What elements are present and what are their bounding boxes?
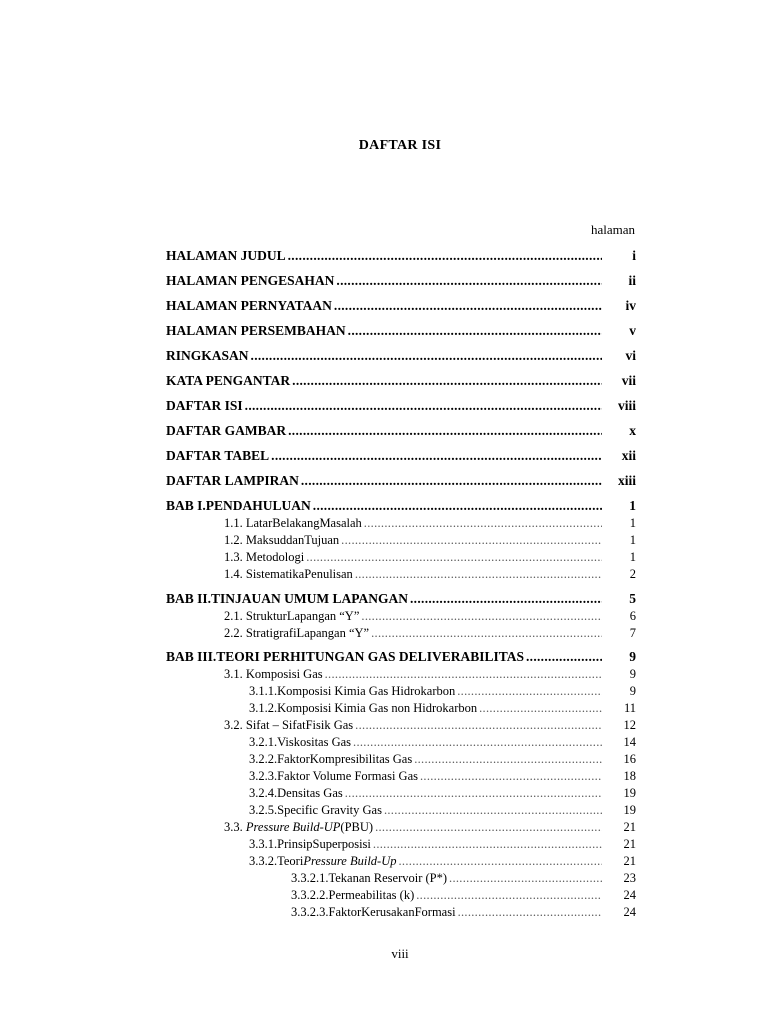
dot-leader <box>353 734 602 750</box>
toc-entry-page: viii <box>617 398 636 413</box>
dot-leader <box>416 887 602 903</box>
subentry-number: 3.2.2. <box>249 752 278 766</box>
dot-leader <box>384 802 602 818</box>
subentry-label-italic: Pressure Build-Up <box>303 854 397 868</box>
subentry-page: 6 <box>629 609 636 623</box>
subentry-page: 24 <box>623 905 636 919</box>
toc-entry[interactable] <box>166 348 636 364</box>
dot-leader <box>334 298 602 314</box>
dot-leader <box>336 273 602 289</box>
dot-leader <box>313 498 602 514</box>
subentry-number: 3.3.2.2. <box>291 888 329 902</box>
toc-subentry[interactable] <box>166 734 636 750</box>
toc-subentry[interactable] <box>166 836 636 852</box>
toc-subentry[interactable] <box>166 819 636 835</box>
subentry-label: Viskositas Gas <box>277 735 352 749</box>
toc-subentry[interactable] <box>166 566 636 582</box>
subentry-label: MaksuddanTujuan <box>245 533 340 547</box>
subentry-page: 9 <box>629 667 636 681</box>
subentry-label-prefix: Teori <box>277 854 304 868</box>
toc-entry[interactable] <box>166 298 636 314</box>
subentry-page: 16 <box>623 752 636 766</box>
subentry-page: 14 <box>623 735 636 749</box>
toc-entry[interactable] <box>166 323 636 339</box>
dot-leader <box>345 785 602 801</box>
toc-entry[interactable] <box>166 248 636 264</box>
dot-leader <box>449 870 602 886</box>
subentry-page: 2 <box>629 567 636 581</box>
subentry-page: 19 <box>623 786 636 800</box>
toc-entry-page: ii <box>628 273 636 288</box>
subentry-page: 18 <box>623 769 636 783</box>
subentry-page: 1 <box>629 550 636 564</box>
subentry-number: 2.2. <box>224 626 243 640</box>
toc-entry-page: xiii <box>617 473 636 488</box>
dot-leader <box>364 515 602 531</box>
toc-entry-page: i <box>632 248 636 263</box>
toc-entry-page: vii <box>621 373 636 388</box>
subentry-label: SistematikaPenulisan <box>245 567 353 581</box>
toc-subentry[interactable] <box>166 700 636 716</box>
toc-subentry[interactable] <box>166 549 636 565</box>
toc-subentry[interactable] <box>166 608 636 624</box>
toc-entry-page: v <box>629 323 636 338</box>
dot-leader <box>526 649 602 665</box>
dot-leader <box>375 819 602 835</box>
subentry-number: 3.3.2. <box>249 854 278 868</box>
subentry-label: Komposisi Kimia Gas non Hidrokarbon <box>277 701 478 715</box>
toc-entry[interactable] <box>166 448 636 464</box>
subentry-label: Specific Gravity Gas <box>277 803 382 817</box>
chapter-title: PENDAHULUAN <box>205 498 311 513</box>
subentry-page: 12 <box>623 718 636 732</box>
chapter-title: TINJAUAN UMUM LAPANGAN <box>211 591 408 606</box>
subentry-page: 11 <box>623 701 636 715</box>
toc-subentry[interactable] <box>166 768 636 784</box>
subentry-number: 3.2.3. <box>249 769 278 783</box>
dot-leader <box>371 625 602 641</box>
page-number-footer: viii <box>391 946 409 961</box>
subentry-label: StratigrafiLapangan “Y” <box>245 626 370 640</box>
dot-leader <box>410 591 602 607</box>
dot-leader <box>479 700 602 716</box>
chapter-number: BAB I. <box>166 498 206 513</box>
toc-entry[interactable] <box>166 473 636 489</box>
chapter-page: 1 <box>629 498 636 513</box>
subentry-label: Metodologi <box>245 550 305 564</box>
subentry-page: 21 <box>623 837 636 851</box>
dot-leader <box>301 473 602 489</box>
dot-leader <box>458 904 602 920</box>
dot-leader <box>292 373 602 389</box>
subentry-number: 1.1. <box>224 516 243 530</box>
toc-entry-label: DAFTAR ISI <box>166 398 243 413</box>
subentry-number: 1.4. <box>224 567 243 581</box>
subentry-label: FaktorKerusakanFormasi <box>328 905 456 919</box>
toc-subentry[interactable] <box>166 666 636 682</box>
toc-subentry[interactable] <box>166 904 636 920</box>
toc-entry-label: HALAMAN PERNYATAAN <box>166 298 332 313</box>
subentry-number: 3.3.2.3. <box>291 905 329 919</box>
toc-entry-page: xii <box>621 448 636 463</box>
dot-leader <box>348 323 602 339</box>
toc-entry-label: RINGKASAN <box>166 348 249 363</box>
subentry-label: Sifat – SifatFisik Gas <box>245 718 354 732</box>
subentry-page: 23 <box>623 871 636 885</box>
page-title: DAFTAR ISI <box>358 138 442 153</box>
toc-entry-page: x <box>629 423 636 438</box>
toc-subentry[interactable] <box>166 853 636 869</box>
dot-leader <box>245 398 602 414</box>
page-column-header: halaman <box>590 222 635 237</box>
chapter-number: BAB III. <box>166 649 217 664</box>
subentry-number: 2.1. <box>224 609 243 623</box>
subentry-label: (PBU) <box>340 820 374 834</box>
dot-leader <box>420 768 602 784</box>
toc-subentry[interactable] <box>166 887 636 903</box>
subentry-label: Densitas Gas <box>277 786 343 800</box>
subentry-number: 3.3.2.1. <box>291 871 329 885</box>
dot-leader <box>288 423 602 439</box>
dot-leader <box>399 853 603 869</box>
toc-subentry[interactable] <box>166 515 636 531</box>
subentry-page: 9 <box>629 684 636 698</box>
toc-subentry[interactable] <box>166 683 636 699</box>
subentry-label: PrinsipSuperposisi <box>277 837 371 851</box>
subentry-page: 1 <box>629 533 636 547</box>
toc-entry-page: vi <box>625 348 636 363</box>
toc-entry-label: HALAMAN PERSEMBAHAN <box>166 323 346 338</box>
subentry-number: 3.3.1. <box>249 837 278 851</box>
subentry-page: 19 <box>623 803 636 817</box>
subentry-label: Permeabilitas (k) <box>328 888 415 902</box>
toc-subentry[interactable] <box>166 802 636 818</box>
subentry-page: 24 <box>623 888 636 902</box>
toc-subentry[interactable] <box>166 785 636 801</box>
toc-entry[interactable] <box>166 398 636 414</box>
subentry-label: Faktor Volume Formasi Gas <box>277 769 418 783</box>
toc-entry[interactable] <box>166 423 636 439</box>
toc-entry-label: DAFTAR LAMPIRAN <box>166 473 299 488</box>
subentry-number: 3.2.4. <box>249 786 278 800</box>
toc-entry[interactable] <box>166 373 636 389</box>
chapter-page: 5 <box>629 591 636 606</box>
subentry-number: 3.1.1. <box>249 684 278 698</box>
toc-entry-label: KATA PENGANTAR <box>166 373 291 388</box>
toc-entry[interactable] <box>166 273 636 289</box>
subentry-page: 21 <box>623 820 636 834</box>
dot-leader <box>355 566 602 582</box>
toc-subentry[interactable] <box>166 625 636 641</box>
toc-chapter[interactable] <box>166 649 636 665</box>
subentry-label: Tekanan Reservoir (P*) <box>328 871 448 885</box>
subentry-page: 7 <box>629 626 636 640</box>
toc-subentry[interactable] <box>166 870 636 886</box>
toc-chapter[interactable] <box>166 498 636 514</box>
toc-entry-label: HALAMAN PENGESAHAN <box>166 273 335 288</box>
dot-leader <box>355 717 602 733</box>
subentry-label-italic: Pressure Build-UP <box>245 820 341 834</box>
toc-entry-label: DAFTAR GAMBAR <box>166 423 287 438</box>
subentry-number: 3.1.2. <box>249 701 278 715</box>
dot-leader <box>251 348 602 364</box>
dot-leader <box>457 683 602 699</box>
subentry-number: 3.2. <box>224 718 243 732</box>
dot-leader <box>306 549 602 565</box>
toc-subentry[interactable] <box>166 717 636 733</box>
subentry-number: 1.2. <box>224 533 243 547</box>
dot-leader <box>361 608 602 624</box>
toc-entry-label: DAFTAR TABEL <box>166 448 270 463</box>
dot-leader <box>271 448 602 464</box>
toc-entry-page: iv <box>625 298 636 313</box>
dot-leader <box>373 836 602 852</box>
dot-leader <box>341 532 602 548</box>
dot-leader <box>288 248 602 264</box>
dot-leader <box>414 751 602 767</box>
subentry-number: 1.3. <box>224 550 243 564</box>
dot-leader <box>325 666 602 682</box>
toc-subentry[interactable] <box>166 751 636 767</box>
subentry-label: StrukturLapangan “Y” <box>245 609 360 623</box>
subentry-label: Komposisi Gas <box>245 667 323 681</box>
subentry-number: 3.2.1. <box>249 735 278 749</box>
chapter-title: TEORI PERHITUNGAN GAS DELIVERABILITAS <box>216 649 524 664</box>
toc-entry-label: HALAMAN JUDUL <box>166 248 286 263</box>
subentry-page: 21 <box>623 854 636 868</box>
chapter-number: BAB II. <box>166 591 212 606</box>
chapter-page: 9 <box>629 649 636 664</box>
subentry-number: 3.1. <box>224 667 243 681</box>
subentry-number: 3.2.5. <box>249 803 278 817</box>
subentry-label: FaktorKompresibilitas Gas <box>277 752 413 766</box>
toc-subentry[interactable] <box>166 532 636 548</box>
subentry-page: 1 <box>629 516 636 530</box>
subentry-number: 3.3. <box>224 820 243 834</box>
subentry-label: Komposisi Kimia Gas Hidrokarbon <box>277 684 456 698</box>
toc-chapter[interactable] <box>166 591 636 607</box>
subentry-label: LatarBelakangMasalah <box>245 516 362 530</box>
